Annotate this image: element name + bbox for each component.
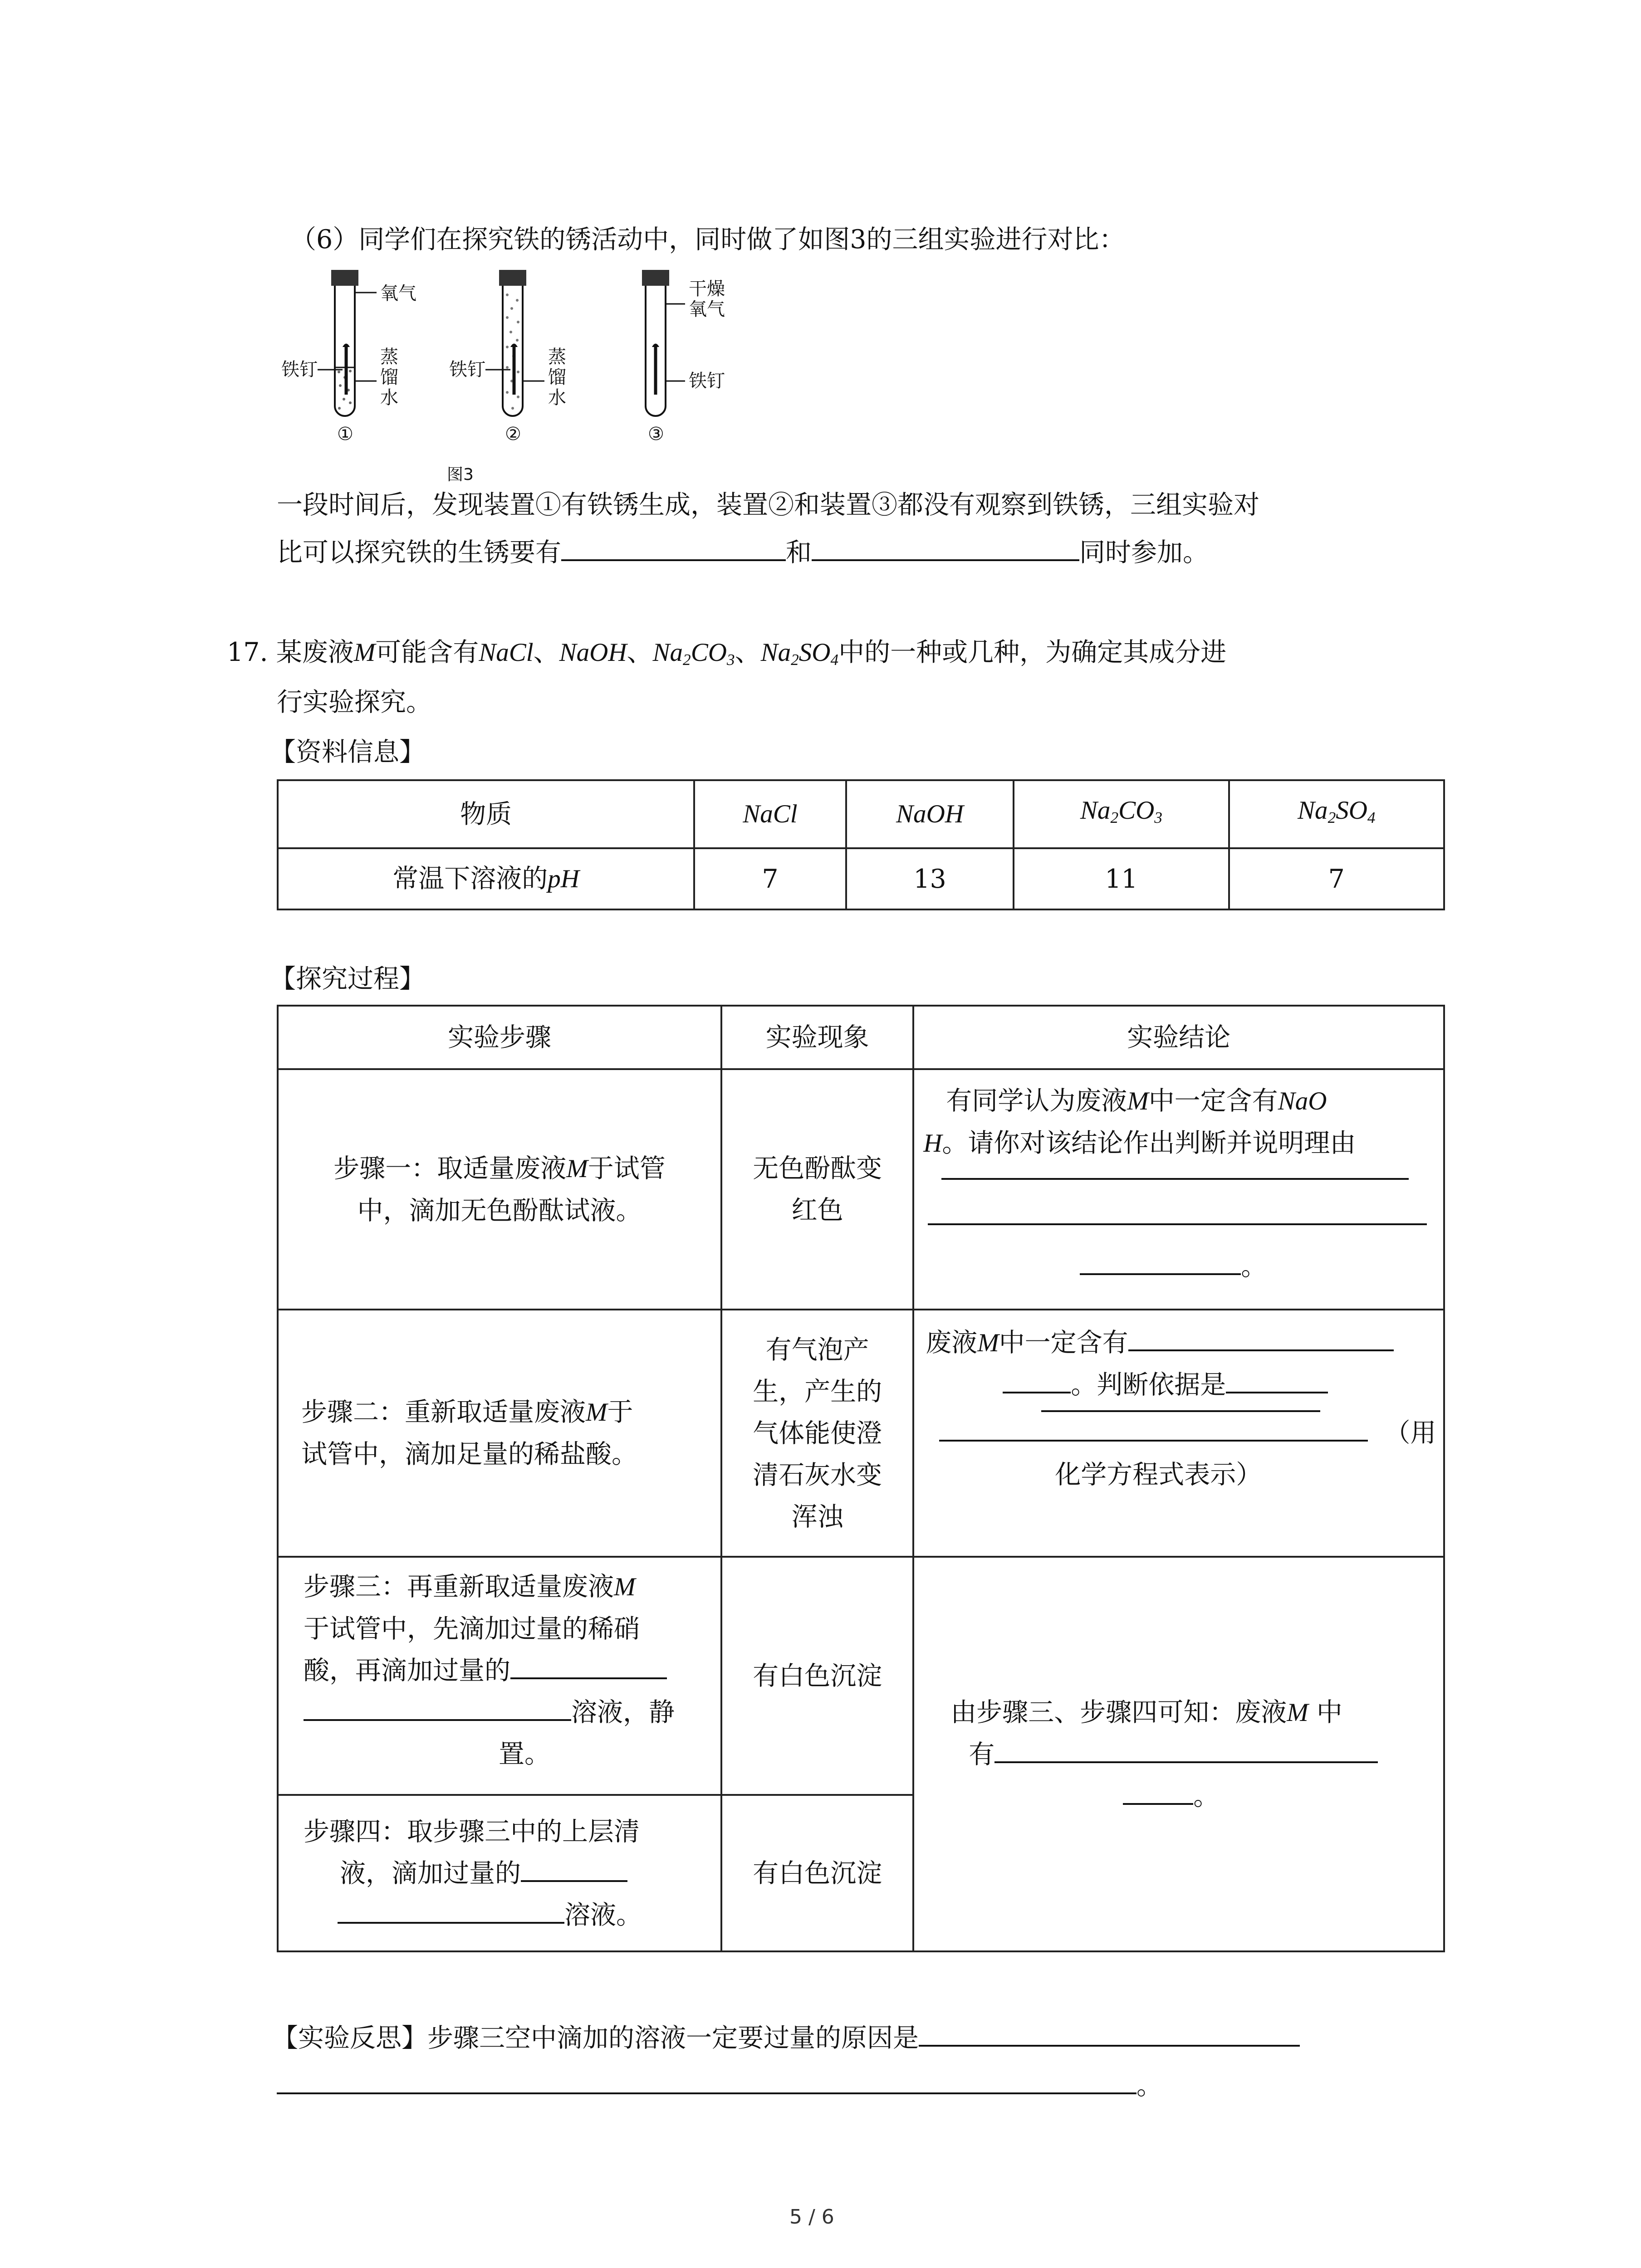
step4-blank-a[interactable] (521, 1853, 627, 1882)
header-steps: 实验步骤 (278, 1006, 721, 1069)
tube-1 (281, 270, 416, 445)
info-header-na2co3: $Na_2CO_3$ (1014, 780, 1229, 848)
ph-nacl: 7 (694, 848, 846, 909)
step1-conclusion: 有同学认为废液M中一定含有NaO H。请你对该结论作出判断并说明理由 。 (913, 1069, 1444, 1310)
svg-text:干燥: 干燥 (689, 279, 725, 299)
svg-text:水: 水 (548, 387, 566, 408)
step2-phenomenon: 有气泡产 生，产生的 气体能使澄 清石灰水变 浑浊 (721, 1310, 913, 1557)
step2-row (278, 1310, 1444, 1557)
tube1-label-oxygen: 氧气 (380, 283, 416, 304)
page-number: 5 / 6 (789, 2205, 834, 2229)
svg-text:水: 水 (380, 387, 398, 408)
step1-phenomenon: 无色酚酞变 红色 (721, 1069, 913, 1310)
q6-line1: 一段时间后，发现装置①有铁锈生成，装置②和装置③都没有观察到铁锈，三组实验对 (277, 490, 1259, 520)
q17-line2: 行实验探究。 (277, 687, 432, 717)
step1-blank-a[interactable] (941, 1178, 1409, 1180)
svg-text:蒸: 蒸 (380, 347, 398, 367)
svg-text:氧气: 氧气 (689, 299, 725, 320)
answer-blank-2[interactable] (812, 532, 1079, 561)
info-table-header-row (278, 780, 1444, 848)
step2-conclusion: 废液M中一定含有 。判断依据是 （用 化学方程式表示） (913, 1310, 1444, 1557)
step3-phenomenon: 有白色沉淀 (721, 1557, 913, 1795)
info-heading: 【资料信息】 (270, 737, 425, 767)
answer-blank-1[interactable] (561, 532, 786, 561)
step1-procedure: 步骤一：取适量废液M于试管 中，滴加无色酚酞试液。 (278, 1069, 721, 1310)
step4-blank-b[interactable] (338, 1895, 564, 1924)
reflection-line2: 。 (277, 2064, 1162, 2107)
step34-blank-a[interactable] (994, 1734, 1378, 1763)
tube-2 (449, 270, 566, 445)
q6-intro: （6）同学们在探究铁的锈活动中，同时做了如图3的三组实验进行对比： (290, 225, 1125, 254)
tube2-index: ② (505, 424, 521, 445)
figure-caption: 图3 (447, 465, 474, 484)
step2-blank-a[interactable] (1128, 1322, 1394, 1351)
step2-procedure: 步骤二：重新取适量废液M于 试管中，滴加足量的稀盐酸。 (278, 1310, 721, 1557)
step2-blank-c[interactable] (1226, 1364, 1328, 1393)
figure-3-test-tubes (272, 259, 749, 490)
step2-blank-e[interactable] (939, 1413, 1368, 1442)
info-row-label: 常温下溶液的pH (278, 848, 694, 909)
header-conclusion: 实验结论 (913, 1006, 1444, 1069)
step2-blank-b[interactable] (1003, 1364, 1071, 1393)
svg-text:铁钉: 铁钉 (689, 371, 725, 391)
svg-text:馏: 馏 (548, 367, 566, 388)
step3-row (278, 1557, 1444, 1795)
info-header-nacl: NaCl (694, 780, 846, 848)
reflection-blank-b[interactable] (277, 2065, 1136, 2094)
step1-row (278, 1069, 1444, 1310)
info-header-naoh: NaOH (846, 780, 1014, 848)
tube1-index: ① (337, 424, 353, 445)
reflection-blank-a[interactable] (919, 2018, 1300, 2047)
info-header-substance: 物质 (278, 780, 694, 848)
reflection-line1: 【实验反思】步骤三空中滴加的溶液一定要过量的原因是 (272, 2016, 1300, 2060)
process-heading: 【探究过程】 (270, 964, 425, 994)
step3-blank-a[interactable] (510, 1650, 667, 1679)
ph-na2co3: 11 (1014, 848, 1229, 909)
step34-conclusion: 由步骤三、步骤四可知：废液M 中 有 。 (913, 1557, 1444, 1951)
tube3-index: ③ (648, 424, 664, 445)
info-table (277, 779, 1445, 910)
step34-blank-b[interactable] (1123, 1776, 1193, 1805)
ph-na2so4: 7 (1229, 848, 1444, 909)
svg-text:铁钉: 铁钉 (449, 359, 485, 380)
q6-line2: 比可以探究铁的生锈要有 和 同时参加。 (277, 531, 1209, 574)
header-phenomenon: 实验现象 (721, 1006, 913, 1069)
svg-text:馏: 馏 (380, 367, 398, 388)
step3-blank-b[interactable] (304, 1692, 571, 1721)
svg-text:铁钉: 铁钉 (281, 359, 318, 380)
step4-procedure: 步骤四：取步骤三中的上层清 液，滴加过量的 溶液。 (278, 1795, 721, 1951)
info-table-ph-row (278, 848, 1444, 909)
step4-phenomenon: 有白色沉淀 (721, 1795, 913, 1951)
svg-text:蒸: 蒸 (548, 347, 566, 367)
ph-naoh: 13 (846, 848, 1014, 909)
tube-3 (642, 270, 725, 445)
step3-procedure: 步骤三：再重新取适量废液M 于试管中，先滴加过量的稀硝 酸，再滴加过量的 溶液，静 置。 (278, 1557, 721, 1795)
step1-blank-b[interactable] (928, 1223, 1427, 1225)
info-header-na2so4: $Na_2SO_4$ (1229, 780, 1444, 848)
process-header-row (278, 1006, 1444, 1069)
step1-blank-c[interactable] (1080, 1246, 1241, 1275)
process-table (277, 1005, 1445, 1952)
q17-line1: 17. 某废液M可能含有NaCl、NaOH、$Na_2CO_3$、$Na_2SO_4$中的一种或几种，为确定其成分进 (227, 637, 1227, 669)
